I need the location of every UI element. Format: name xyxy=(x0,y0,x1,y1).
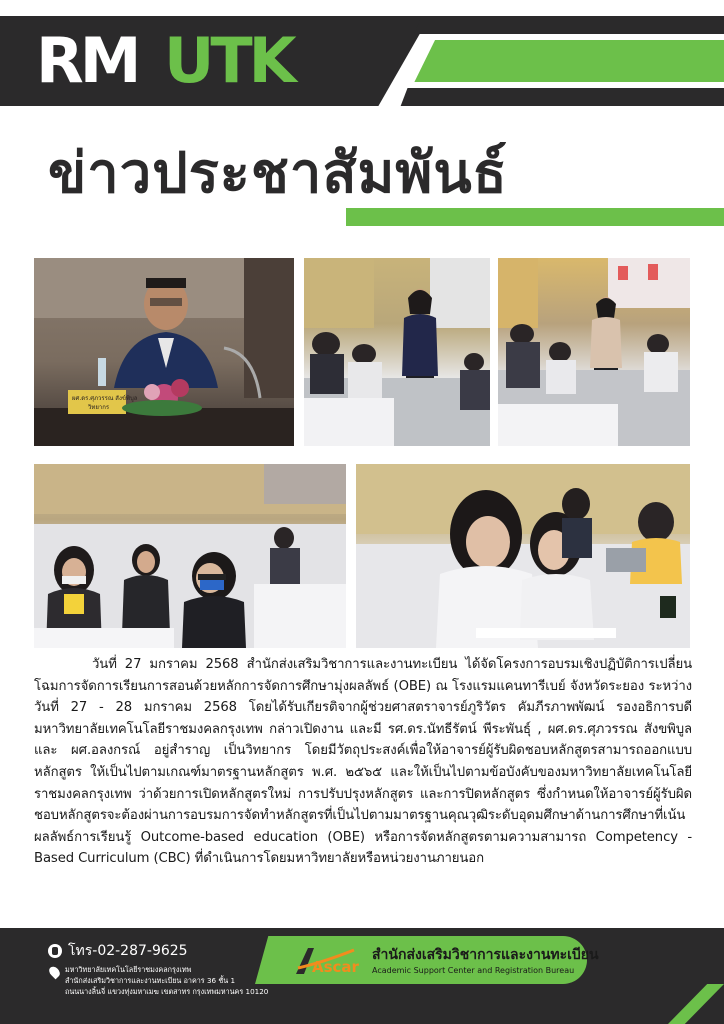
header-stripes xyxy=(380,16,724,106)
title-accent-bar xyxy=(346,208,724,226)
ascar-logo xyxy=(294,944,370,978)
address-line: มหาวิทยาลัยเทคโนโลยีราชมงคลกรุงเทพ xyxy=(65,965,192,974)
phone-icon xyxy=(48,944,62,958)
rmutk-logo xyxy=(36,30,348,88)
location-pin-icon xyxy=(47,965,62,980)
phone-number: โทร-02-287-9625 xyxy=(68,943,188,959)
photo-participants xyxy=(34,464,346,648)
logo-text-white: RM xyxy=(36,30,138,88)
ascar-logo-text: Ascar xyxy=(312,958,359,976)
logo-text-green: UTK xyxy=(164,30,293,88)
phone-contact[interactable] xyxy=(48,940,188,962)
photo-presenter xyxy=(304,258,490,446)
address-line: สำนักส่งเสริมวิชาการและงานทะเบียน อาคาร 36 ชั้น 1 xyxy=(65,976,236,985)
svg-text:วิทยากร: วิทยากร xyxy=(88,404,110,411)
rmutk-logo-mark xyxy=(36,30,348,88)
photo-writing xyxy=(356,464,690,648)
standing-presenter-photo-icon xyxy=(304,258,490,446)
photo-speaker xyxy=(34,258,294,446)
article-body: วันที่ 27 มกราคม 2568 สำนักส่งเสริมวิชาการและงานทะเบียน ได้จัดโครงการอบรมเชิงปฏิบัติการเปลี่ยนโฉมการจัดการเรียนการสอนด้วยหลักการจัดการศึกษามุ่งผลลัพธ์ (OBE) ณ โรงแรมแคนทารีเบย์ จังหวัดระยอง ระหว่างวันที่ 27 - 28 มกราคม 2568 โดยได้รับเกียรติจากผู้ช่วยศาสตราจารย์ภูริวัตร คัมภีรภาพพัฒน์ รองอธิการบดี มหาวิทยาลัยเทคโนโลยีราชมงคลกรุงเทพ กล่าวเปิดงาน และมี รศ.ดร.นัทธีรัตน์ พีระพันธุ์ , ผศ.ดร.ศุภวรรณ สังขพิบูล และ ผศ.อลงกรณ์ อยู่สำราญ เป็นวิทยากร โดยมีวัตถุประสงค์เพื่อให้อาจารย์ผู้รับผิดชอบหลักสูตรสามารถออกแบบหลักสูตร ให้เป็นไปตามเกณฑ์มาตรฐานหลักสูตร พ.ศ. ๒๕๖๕ และให้เป็นไปตามข้อบังคับของมหาวิทยาลัยเทคโนโลยีราชมงคลกรุงเทพ ว่าด้วยการเปิดหลักสูตรใหม่ การปรับปรุงหลักสูตร และการปิดหลักสูตร ซึ่งกำหนดให้อาจารย์ผู้รับผิดชอบหลักสูตรจะต้องผ่านการอบรมการจัดทำหลักสูตรที่เป็นไปตามมาตรฐานคุณวุฒิระดับอุดมศึกษาด้านการศึกษาที่เน้นผลลัพธ์การเรียนรู้ Outcome-based education (OBE) หรือการจัดหลักสูตรตามความสามารถ Competency - Based Curriculum (CBC) ที่ดำเนินการโดยมหาวิทยาลัยหรือหน่วยงานภายนอก xyxy=(34,657,692,867)
address-block xyxy=(50,964,268,997)
org-name-thai: สำนักส่งเสริมวิชาการและงานทะเบียน xyxy=(372,947,599,963)
address-line: ถนนนางลิ้นจี่ แขวงทุ่งมหาเมฆ เขตสาทร กรุงเทพมหานคร 10120 xyxy=(65,987,269,996)
ascar-logo-icon xyxy=(294,944,370,978)
org-name-english: Academic Support Center and Registration Bureau xyxy=(372,966,575,975)
seated-participants-photo-icon xyxy=(34,464,346,648)
name-sign-text: ผศ.ดร.ศุภวรรณ สังข์พิบูล xyxy=(72,395,138,402)
presenter-audience-photo-icon xyxy=(498,258,690,446)
photo-presenter-audience xyxy=(498,258,690,446)
seated-speaker-photo-icon xyxy=(34,258,294,446)
writing-participants-photo-icon xyxy=(356,464,690,648)
page-title: ข่าวประชาสัมพันธ์ xyxy=(48,141,508,206)
